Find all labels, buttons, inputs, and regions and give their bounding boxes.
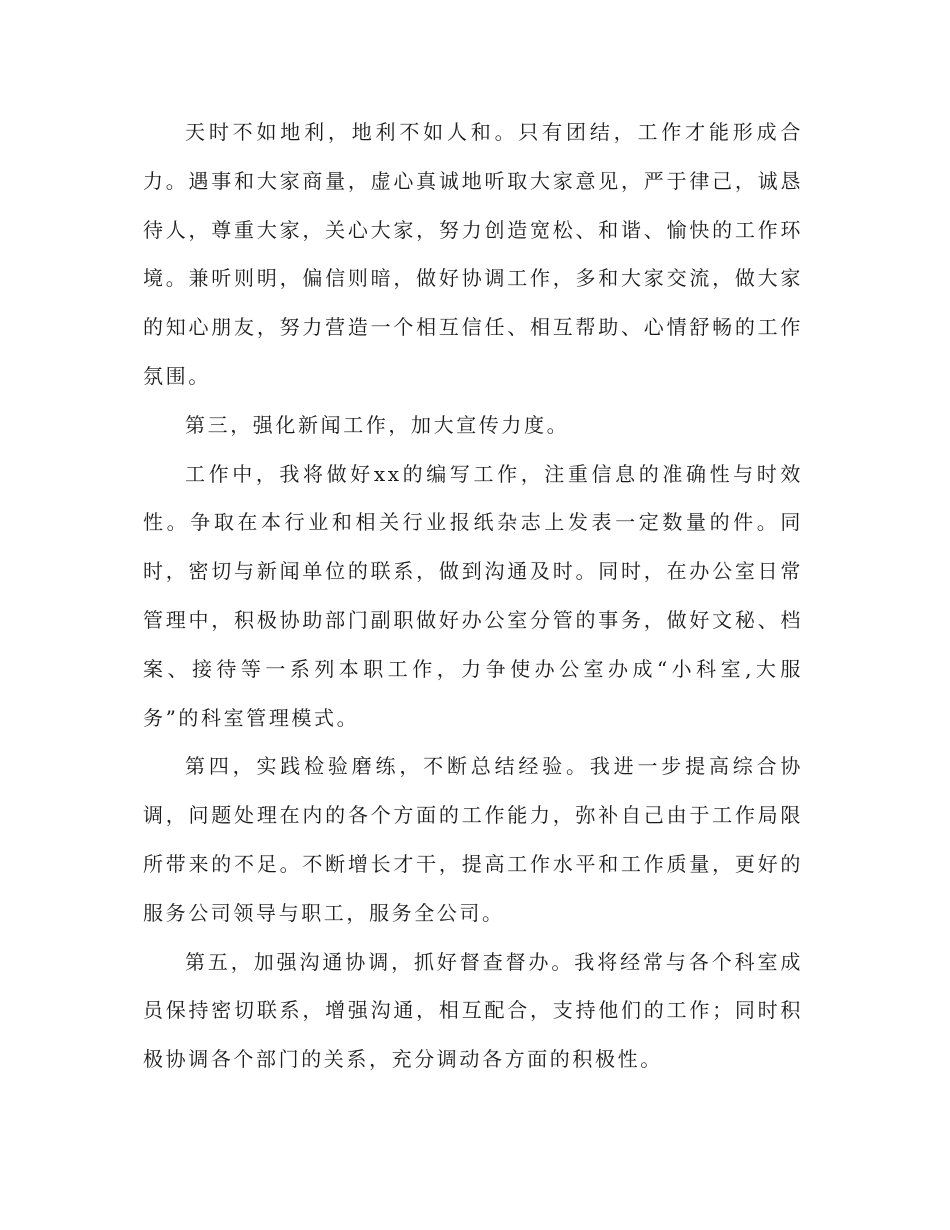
document-body (143, 108, 803, 1084)
paragraph-fifth-coordination: 第五，加强沟通协调，抓好督查督办。我将经常与各个科室成员保持密切联系，增强沟通，相互配合，支持他们的工作；同时积极协调各个部门的关系，充分调动各方面的积极性。 (143, 949, 803, 1072)
paragraph-fourth-practice: 第四，实践检验磨练，不断总结经验。我进一步提高综合协调，问题处理在内的各个方面的工作能力，弥补自己由于工作局限所带来的不足。不断增长才干，提高工作水平和工作质量，更好的服务公司领导与职工，服务全公司。 (143, 754, 803, 925)
paragraph-teamwork: 天时不如地利，地利不如人和。只有团结，工作才能形成合力。遇事和大家商量，虚心真诚地听取大家意见，严于律己，诚恳待人，尊重大家，关心大家，努力创造宽松、和谐、愉快的工作环境。兼听则明，偏信则暗，做好协调工作，多和大家交流，做大家的知心朋友，努力营造一个相互信任、相互帮助、心情舒畅的工作氛围。 (143, 120, 803, 388)
paragraph-third-heading: 第三，强化新闻工作，加大宣传力度。 (185, 412, 570, 437)
paragraph-news-work: 工作中，我将做好xx的编写工作，注重信息的准确性与时效性。争取在本行业和相关行业报纸杂志上发表一定数量的件。同时，密切与新闻单位的联系，做到沟通及时。同时，在办公室日常管理中，积极协助部门副职做好办公室分管的事务，做好文秘、档案、接待等一系列本职工作，力争使办公室办成“小科室,大服务”的科室管理模式。 (143, 461, 803, 730)
